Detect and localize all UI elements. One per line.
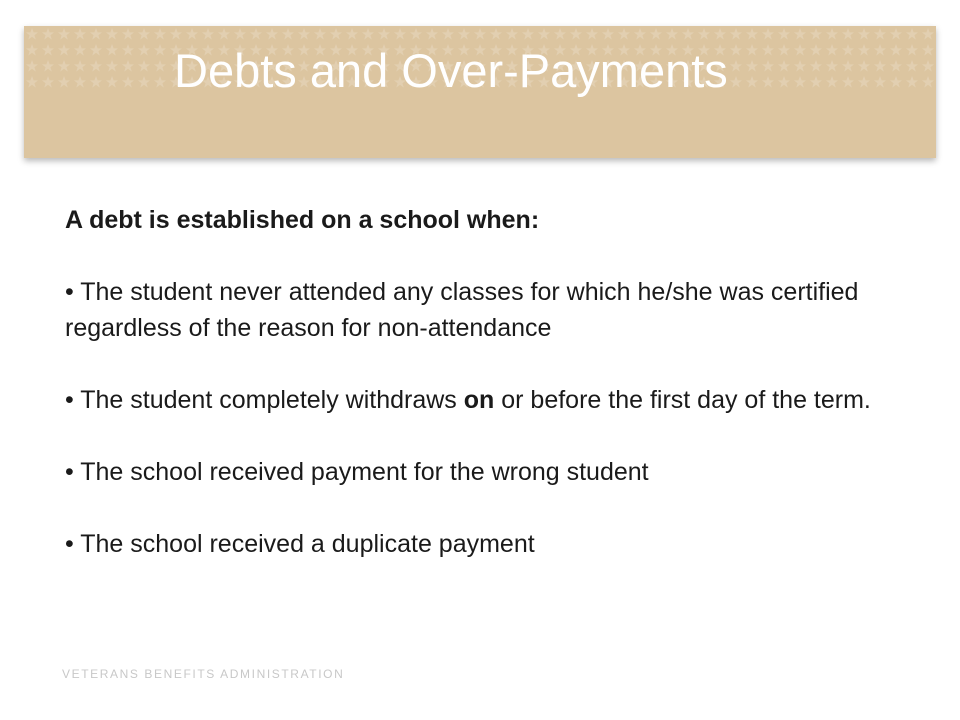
bullet-duplicate-payment: • The school received a duplicate payment <box>65 530 535 558</box>
title-band <box>24 26 936 158</box>
footer-label: VETERANS BENEFITS ADMINISTRATION <box>62 667 345 681</box>
bullet-withdraws-text-after: or before the first day of the term. <box>494 386 871 414</box>
bullet-wrong-student: • The school received payment for the wrong student <box>65 458 649 486</box>
bullet-withdraws-text-before: • The student completely withdraws <box>65 386 464 414</box>
bullet-never-attended: • The student never attended any classes for which he/she was certified regardless of the reason for non-attendance <box>65 278 859 342</box>
page-title: Debts and Over-Payments <box>174 44 728 97</box>
slide-body <box>65 202 885 562</box>
bullet-withdraws <box>65 382 885 418</box>
bullet-withdraws-emphasis: on <box>463 386 495 414</box>
body-heading: A debt is established on a school when: <box>65 206 540 234</box>
